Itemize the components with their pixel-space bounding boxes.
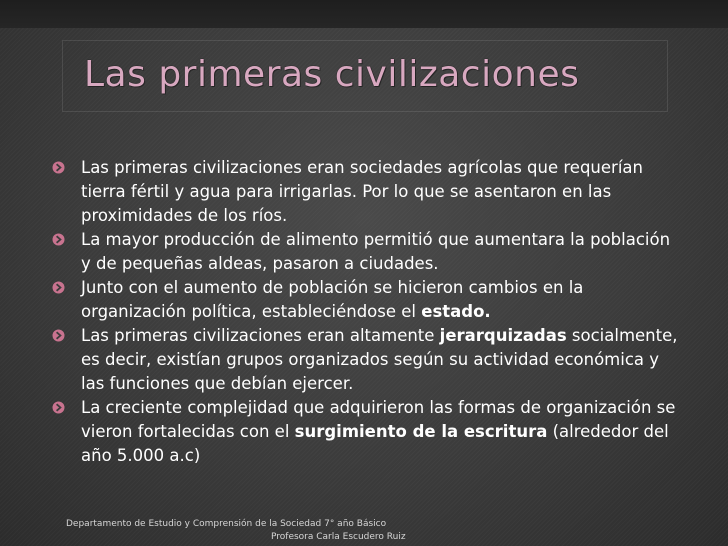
bullet-text: socialmente, es decir, existían grupos organizados según su actividad económica y las funciones que debían ejercer. bbox=[81, 326, 678, 393]
bullet-item bbox=[52, 156, 678, 228]
bullet-text: La mayor producción de alimento permitió que aumentara la población y de pequeñas aldeas, pasaron a ciudades. bbox=[81, 230, 671, 273]
bullet-emphasis: estado. bbox=[421, 302, 491, 321]
bullet-item bbox=[52, 276, 678, 324]
bullet-text: Las primeras civilizaciones eran altamente bbox=[81, 326, 440, 345]
bullet-list bbox=[52, 156, 678, 468]
bullet-item bbox=[52, 324, 678, 396]
bullet-text: Junto con el aumento de población se hicieron cambios en la organización política, estableciéndose el bbox=[81, 278, 584, 321]
chevron-bullet-icon bbox=[52, 160, 65, 175]
bullet-item bbox=[52, 228, 678, 276]
top-band bbox=[0, 0, 728, 28]
slide-title: Las primeras civilizaciones bbox=[84, 54, 580, 95]
bullet-text: La creciente complejidad que adquirieron las formas de organización se vieron fortalecidas con el bbox=[81, 398, 676, 441]
footer-department: Departamento de Estudio y Comprensión de la Sociedad 7° año Básico bbox=[66, 519, 387, 529]
chevron-bullet-icon bbox=[52, 328, 65, 343]
bullet-emphasis: jerarquizadas bbox=[439, 326, 567, 345]
footer bbox=[66, 518, 406, 544]
footer-teacher: Profesora Carla Escudero Ruiz bbox=[271, 532, 406, 542]
bullet-emphasis: surgimiento de la escritura bbox=[294, 422, 548, 441]
chevron-bullet-icon bbox=[52, 280, 65, 295]
chevron-bullet-icon bbox=[52, 400, 65, 415]
bullet-text: (alrededor del año 5.000 a.c) bbox=[81, 422, 669, 465]
bullet-text: Las primeras civilizaciones eran sociedades agrícolas que requerían tierra fértil y agua para irrigarlas. Por lo que se asentaron en las proximidades de los ríos. bbox=[81, 158, 643, 225]
bullet-item bbox=[52, 396, 678, 468]
chevron-bullet-icon bbox=[52, 232, 65, 247]
